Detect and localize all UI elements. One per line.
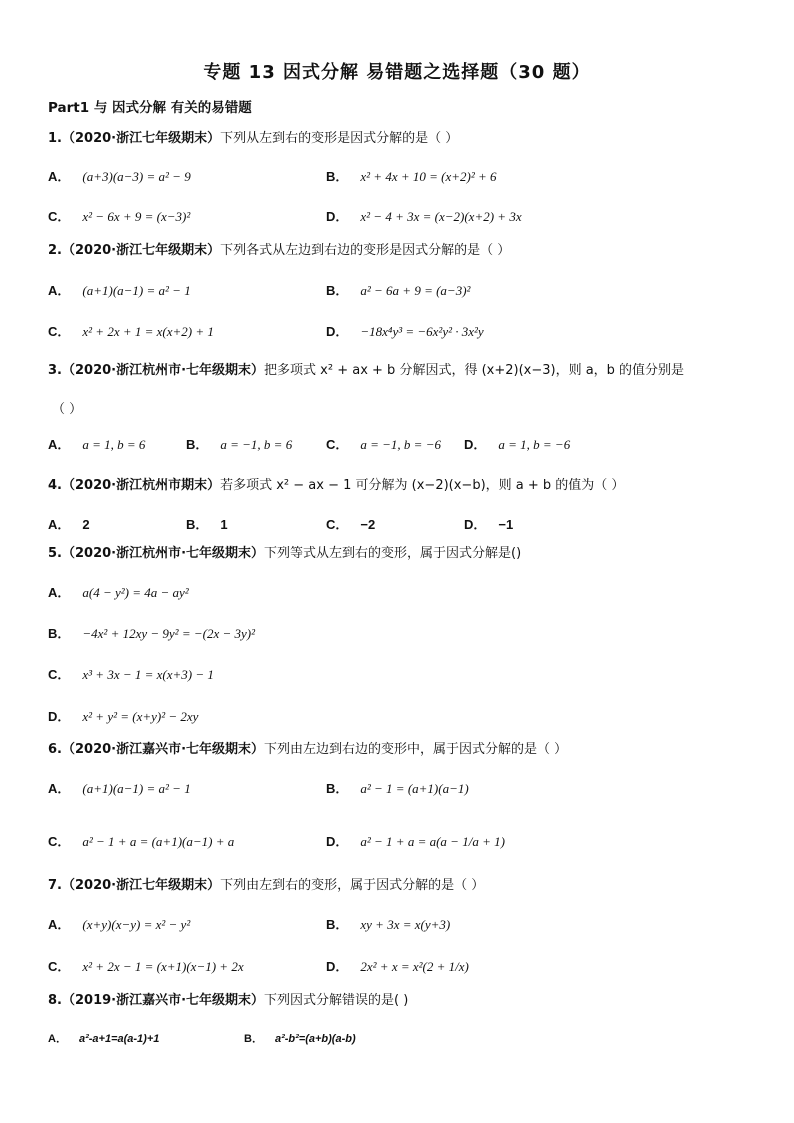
question-7 <box>48 877 484 895</box>
option-a: A． a(4 − y²) = 4a − ay² <box>48 585 189 600</box>
option-a: A． (a+1)(a−1) = a² − 1 <box>48 283 191 298</box>
question-stem: 下列由左边到右边的变形中，属于因式分解的是（ ） <box>264 742 568 757</box>
option-a: A． (x+y)(x−y) = x² − y² <box>48 917 191 932</box>
option-d: D． x² − 4 + 3x = (x−2)(x+2) + 3x <box>326 209 522 224</box>
question-stem: 下列因式分解错误的是( ) <box>264 993 409 1008</box>
question-stem: 下列由左到右的变形，属于因式分解的是（ ） <box>220 878 485 893</box>
question-number: 8. <box>48 993 62 1008</box>
question-stem: 若多项式 x² − ax − 1 可分解为 (x−2)(x−b)，则 a + b 的值为（ ） <box>220 478 625 493</box>
question-source: （2020·浙江嘉兴市·七年级期末） <box>61 742 265 757</box>
question-stem: 把多项式 x² + ax + b 分解因式，得 (x+2)(x−3)，则 a，b 的值分别是 <box>264 363 685 378</box>
option-a: A． a = 1, b = 6 <box>48 437 146 452</box>
option-c: C． a² − 1 + a = (a+1)(a−1) + a <box>48 834 235 849</box>
option-b: B． a²-b²=(a+b)(a-b) <box>244 1033 356 1045</box>
question-number: 4. <box>48 478 62 493</box>
option-d: D． 2x² + x = x²(2 + 1/x) <box>326 959 469 974</box>
question-6 <box>48 741 567 759</box>
page-title: 专题 13 因式分解 易错题之选择题（30 题） <box>203 62 591 83</box>
option-b: B． a² − 6a + 9 = (a−3)² <box>326 283 471 298</box>
option-d: D． a = 1, b = −6 <box>464 437 571 452</box>
question-source: （2020·浙江七年级期末） <box>61 131 221 146</box>
question-number: 5. <box>48 546 62 561</box>
question-stem: 下列等式从左到右的变形，属于因式分解是() <box>264 546 522 561</box>
option-b: B． xy + 3x = x(y+3) <box>326 917 451 932</box>
question-8 <box>48 992 408 1010</box>
question-1 <box>48 130 458 148</box>
option-d: D． −1 <box>464 517 514 532</box>
question-source: （2020·浙江杭州市·七年级期末） <box>61 363 265 378</box>
option-c: C． x² + 2x + 1 = x(x+2) + 1 <box>48 324 214 339</box>
option-b: B． a = −1, b = 6 <box>186 437 293 452</box>
part-heading: Part1 与 因式分解 有关的易错题 <box>48 100 252 116</box>
option-c: C． x³ + 3x − 1 = x(x+3) − 1 <box>48 667 214 682</box>
option-c: C． −2 <box>326 517 376 532</box>
option-b: B． 1 <box>186 517 228 532</box>
question-stem: 下列从左到右的变形是因式分解的是（ ） <box>220 131 459 146</box>
option-a: A． 2 <box>48 517 90 532</box>
option-b: B． a² − 1 = (a+1)(a−1) <box>326 781 469 796</box>
option-d: D． −18x⁴y³ = −6x²y² · 3x²y <box>326 324 484 339</box>
question-source: （2020·浙江杭州市·七年级期末） <box>61 546 265 561</box>
option-b: B． −4x² + 12xy − 9y² = −(2x − 3y)² <box>48 626 255 641</box>
option-a: A． (a+1)(a−1) = a² − 1 <box>48 781 191 796</box>
question-source: （2020·浙江七年级期末） <box>61 878 221 893</box>
option-d: D． a² − 1 + a = a(a − 1/a + 1) <box>326 834 505 849</box>
option-c: C． x² − 6x + 9 = (x−3)² <box>48 209 191 224</box>
question-5 <box>48 545 521 563</box>
question-source: （2020·浙江杭州市期末） <box>61 478 221 493</box>
question-source: （2020·浙江七年级期末） <box>61 243 221 258</box>
question-number: 6. <box>48 742 62 757</box>
question-number: 7. <box>48 878 62 893</box>
answer-blank: （ ） <box>52 402 83 417</box>
option-c: C． x² + 2x − 1 = (x+1)(x−1) + 2x <box>48 959 244 974</box>
option-b: B． x² + 4x + 10 = (x+2)² + 6 <box>326 169 497 184</box>
option-a: A． (a+3)(a−3) = a² − 9 <box>48 169 191 184</box>
question-number: 3. <box>48 363 62 378</box>
option-a: A． a²-a+1=a(a-1)+1 <box>48 1033 160 1045</box>
question-3 <box>48 362 684 380</box>
question-number: 1. <box>48 131 62 146</box>
question-4 <box>48 477 624 495</box>
option-d: D． x² + y² = (x+y)² − 2xy <box>48 709 199 724</box>
question-2 <box>48 242 510 260</box>
question-number: 2. <box>48 243 62 258</box>
option-c: C． a = −1, b = −6 <box>326 437 441 452</box>
question-source: （2019·浙江嘉兴市·七年级期末） <box>61 993 265 1008</box>
question-stem: 下列各式从左边到右边的变形是因式分解的是（ ） <box>220 243 511 258</box>
